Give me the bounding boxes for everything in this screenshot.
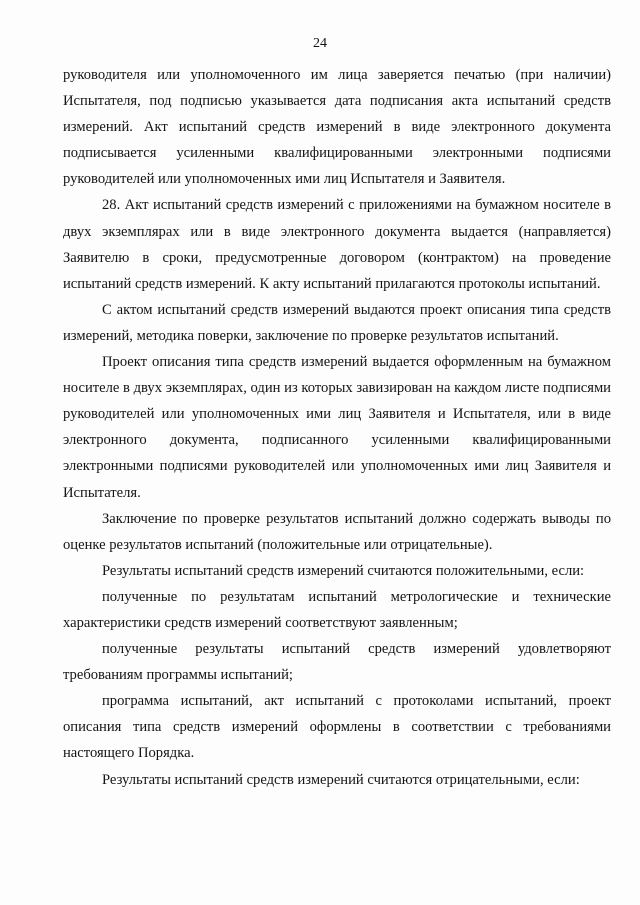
paragraph-issued-documents: С актом испытаний средств измерений выдаются проект описания типа средств измерений, методика поверки, заключение по проверке результатов испытаний. (63, 301, 611, 344)
paragraph-conclusion: Заключение по проверке результатов испытаний должно содержать выводы по оценке результатов испытаний (положительные или отрицательные). (63, 510, 611, 553)
page-number: 24 (313, 36, 327, 51)
paragraph-positive-condition-1: полученные по результатам испытаний метрологические и технические характеристики средств измерений соответствуют заявленным; (63, 588, 611, 631)
paragraph-positive-condition-2: полученные результаты испытаний средств измерений удовлетворяют требованиям программы испытаний; (63, 641, 611, 684)
paragraph-continuation: руководителя или уполномоченного им лица заверяется печатью (при наличии) Испытателя, под подписью указывается дата подписания акта испытаний средств измерений. Акт испытаний средств измерений в виде электронного документа подписывается усиленными квалифицированными электронными подписями руководителей или уполномоченных ими лиц Испытателя и Заявителя. (63, 67, 611, 188)
paragraph-positive-results-intro: Результаты испытаний средств измерений считаются положительными, если: (102, 562, 585, 579)
document-body (63, 62, 611, 793)
paragraph-positive-condition-3: программа испытаний, акт испытаний с протоколами испытаний, проект описания типа средств измерений оформлены в соответствии с требованиями настоящего Порядка. (63, 693, 611, 762)
paragraph-item-28: 28. Акт испытаний средств измерений с приложениями на бумажном носителе в двух экземплярах или в виде электронного документа выдается (направляется) Заявителю в сроки, предусмотренные договором (контрактом) на проведение испытаний средств измерений. К акту испытаний прилагаются протоколы испытаний. (63, 197, 611, 292)
paragraph-type-description-draft: Проект описания типа средств измерений выдается оформленным на бумажном носителе в двух экземплярах, один из которых завизирован на каждом листе подписями руководителей или уполномоченных ими лиц Заявителя и Испытателя, или в виде электронного документа, подписанного усиленными квалифицированными электронными подписями руководителей или уполномоченных ими лиц Заявителя и Испытателя. (63, 354, 611, 501)
paragraph-negative-results-intro: Результаты испытаний средств измерений считаются отрицательными, если: (102, 771, 580, 788)
